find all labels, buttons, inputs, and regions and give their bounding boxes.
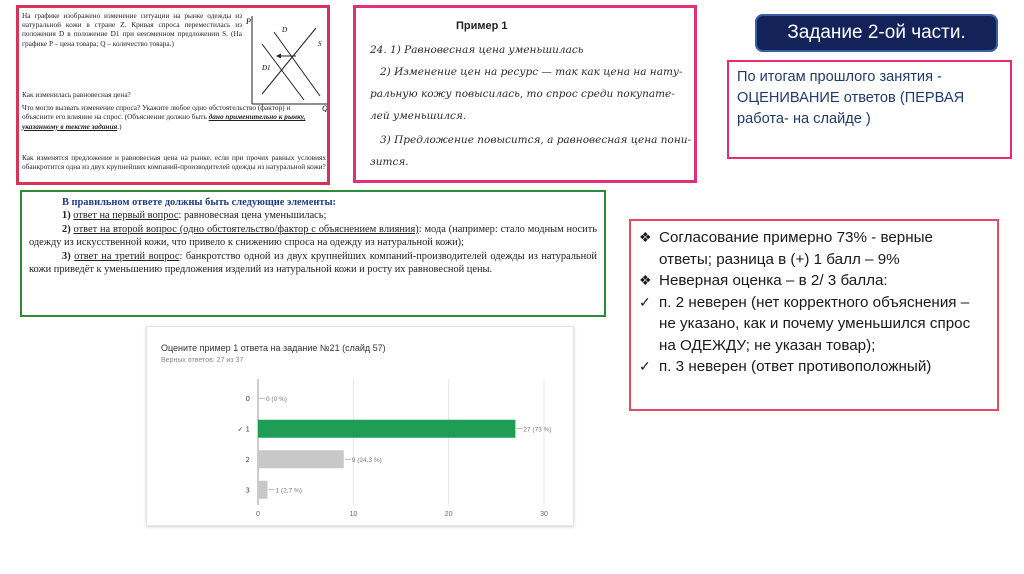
criteria-item-2: 2) ответ на второй вопрос (одно обстоятельство/фактор с объяснением влияния): мода (например: стало модным носить одежду из искусственной кожи, что привело к снижению спроса на одежду из натуральной кожи); <box>29 223 597 249</box>
list-item: ❖ Согласование примерно 73% - верные ответы; разница в (+) 1 балл – 9% <box>639 227 989 270</box>
example-answer-panel <box>353 5 697 183</box>
graph-p-label: P <box>246 17 251 26</box>
chart-category-label: 2 <box>245 455 250 464</box>
task-image-panel <box>16 5 330 185</box>
example-title: Пример 1 <box>456 20 508 32</box>
handwritten-line: 3) Предложение повысится, а равновесная цена пони- <box>380 134 692 146</box>
diamond-bullet-icon: ❖ <box>639 272 652 288</box>
graph-arrow-head <box>276 54 281 59</box>
chart-value-label: 1 (2,7 %) <box>275 487 302 495</box>
criteria-panel <box>20 190 606 317</box>
task-question-2: Что могло вызвать изменение спроса? Укажите любое одно обстоятельство (фактор) и объясните его влияние на спрос. (Объяснение должно быть дано применительно к рынку, указанному в тексте задания.) <box>22 103 306 131</box>
chart-bar <box>258 481 268 499</box>
chart-category-label: ✓ 1 <box>237 425 250 434</box>
criteria-heading: В правильном ответе должны быть следующие элементы: <box>62 197 337 208</box>
list-item: ✓ п. 2 неверен (нет корректного объяснения – не указано, как и почему уменьшился спрос на ОДЕЖДУ; не указан товар); <box>639 292 989 357</box>
task-question-3: Как изменятся предложение и равновесная цена на рынке, если при прочих равных условиях обанкротится одна из двух крупнейших компаний-производителей одежды из натуральной кожи? <box>22 153 326 172</box>
conclusions-list <box>629 219 999 411</box>
handwritten-line: ральную кожу повысилась, то спрос среди покупате- <box>370 88 675 100</box>
chart-bar <box>258 450 344 468</box>
criteria-item-1: 1) ответ на первый вопрос: равновесная цена уменьшилась; <box>62 210 327 222</box>
graph-q-label: Q <box>322 104 328 112</box>
list-item: ❖ Неверная оценка – в 2/ 3 балла: <box>639 270 989 292</box>
task-intro-text: На графике изображено изменение ситуации на рынке одежды из натуральной кожи в стране Z. Кривая спроса переместилась из положения D в положение D1 при неизменном предложении S. (На графике P – цена товара; Q – количество товара.) <box>22 11 242 48</box>
graph-d1-label: D1 <box>262 64 271 72</box>
check-bullet-icon: ✓ <box>639 293 651 310</box>
chart-category-label: 0 <box>245 394 250 403</box>
info-box: По итогам прошлого занятия - ОЦЕНИВАНИЕ ответов (ПЕРВАЯ работа- на слайде ) <box>727 60 1012 159</box>
graph-d-label: D <box>282 26 288 34</box>
graph-supply-line <box>262 28 316 94</box>
chart-category-label: 3 <box>245 486 250 495</box>
chart-subtitle: Верных ответов: 27 из 37 <box>161 357 244 364</box>
list-item: ✓ п. 3 неверен (ответ противоположный) <box>639 356 989 378</box>
chart-value-label: 0 (0 %) <box>266 395 287 403</box>
handwritten-line: 24. 1) Равновесная цена уменьшилась <box>370 44 584 56</box>
criteria-item-3: 3) ответ на третий вопрос: банкротство одной из двух крупнейших компаний-производителей одежды из натуральной кожи приведёт к уменьшению предложения изделий из натуральной кожи и росту их равновесной цены. <box>29 250 597 276</box>
handwritten-line: лей уменьшился. <box>370 110 467 122</box>
slide-title-badge: Задание 2-ой части. <box>755 14 998 52</box>
graph-demand-d-line <box>274 32 320 96</box>
diamond-bullet-icon: ❖ <box>639 229 652 245</box>
chart-x-tick-label: 30 <box>540 511 548 518</box>
chart-title: Оцените пример 1 ответа на задание №21 (слайд 57) <box>161 343 386 353</box>
graph-s-label: S <box>318 40 322 48</box>
check-bullet-icon: ✓ <box>639 358 651 374</box>
chart-x-tick-label: 20 <box>444 511 453 518</box>
chart-value-label: 9 (24,3 %) <box>351 456 382 464</box>
chart-bar <box>258 420 515 438</box>
task-question-1: Как изменилась равновесная цена? <box>22 90 131 99</box>
chart-value-label: 27 (73 %) <box>523 426 552 434</box>
task-questions <box>22 90 322 131</box>
results-chart-card <box>146 326 574 526</box>
handwritten-line: 2) Изменение цен на ресурс — так как цена на нату- <box>380 66 683 78</box>
handwritten-line: зится. <box>370 156 409 168</box>
chart-x-tick-label: 10 <box>349 511 358 518</box>
bar-chart <box>147 327 573 525</box>
chart-x-tick-label: 0 <box>256 511 260 518</box>
